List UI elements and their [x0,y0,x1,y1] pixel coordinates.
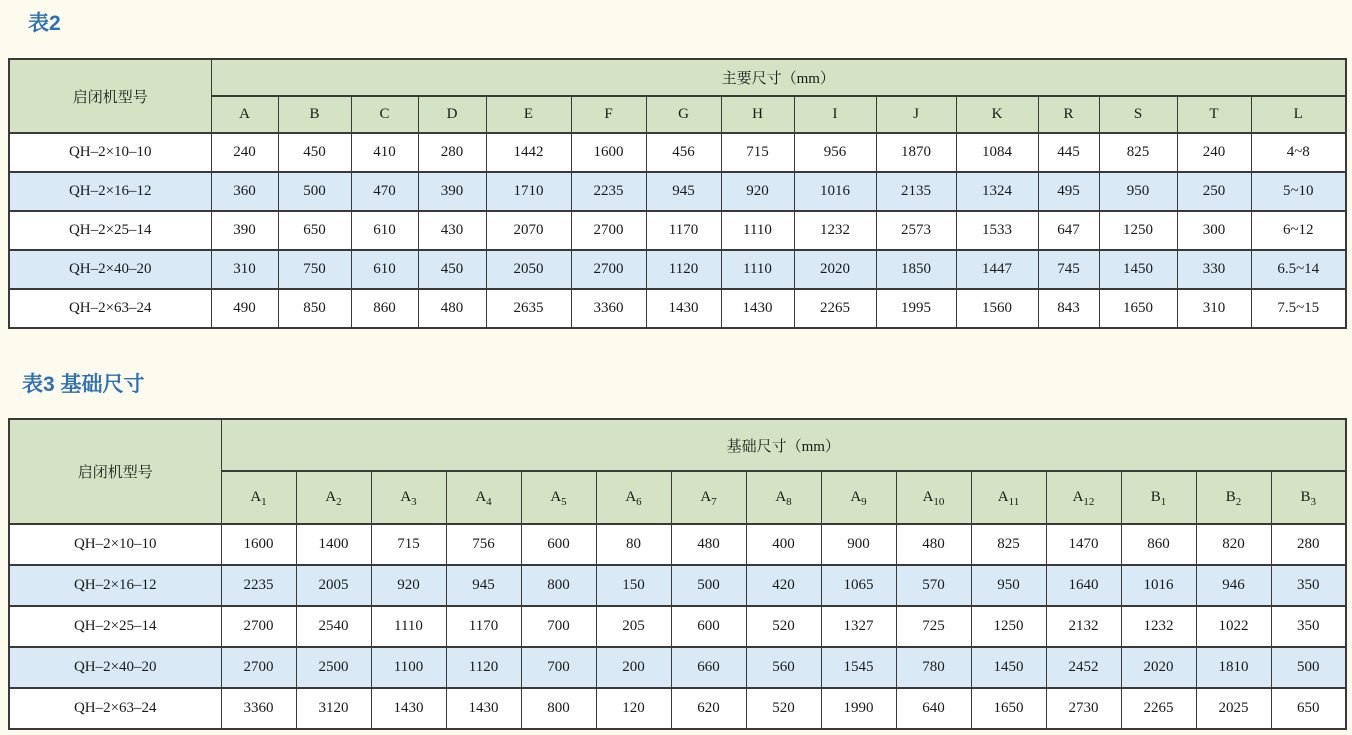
model-cell: QH–2×25–14 [9,606,221,647]
value-cell: 310 [211,250,278,289]
value-cell: 390 [418,172,486,211]
column-header: D [418,96,486,133]
value-cell: 825 [1099,133,1177,172]
value-cell: 650 [278,211,351,250]
value-cell: 700 [521,606,596,647]
value-cell: 725 [896,606,971,647]
value-cell: 250 [1177,172,1251,211]
value-cell: 450 [418,250,486,289]
value-cell: 660 [671,647,746,688]
column-header: F [571,96,646,133]
value-cell: 1442 [486,133,571,172]
value-cell: 2700 [571,250,646,289]
value-cell: 350 [1271,606,1346,647]
value-cell: 1430 [371,688,446,729]
column-header: $A_{11}$ [971,471,1046,524]
column-header: R [1038,96,1099,133]
value-cell: 1710 [486,172,571,211]
column-header: $A_3$ [371,471,446,524]
value-cell: 1850 [876,250,956,289]
value-cell: 756 [446,524,521,565]
value-cell: 360 [211,172,278,211]
table-row [9,250,1346,289]
value-cell: 1650 [1099,289,1177,328]
value-cell: 860 [351,289,418,328]
column-header-subscript: 5 [561,496,567,508]
column-header: $A_4$ [446,471,521,524]
value-cell: 825 [971,524,1046,565]
value-cell: 2135 [876,172,956,211]
value-cell: 1016 [794,172,876,211]
model-cell: QH–2×10–10 [9,524,221,565]
value-cell: 1065 [821,565,896,606]
table3-title: 表3 基础尺寸 [22,373,145,396]
model-cell: QH–2×63–24 [9,688,221,729]
value-cell: 650 [1271,688,1346,729]
value-cell: 1430 [646,289,721,328]
value-cell: 1640 [1046,565,1121,606]
value-cell: 945 [446,565,521,606]
value-cell: 1450 [971,647,1046,688]
value-cell: 745 [1038,250,1099,289]
header-group-row [9,419,1346,471]
group-header: 主要尺寸（mm） [211,59,1346,96]
column-header: J [876,96,956,133]
value-cell: 850 [278,289,351,328]
value-cell: 2070 [486,211,571,250]
column-header: $A_{12}$ [1046,471,1121,524]
value-cell: 280 [1271,524,1346,565]
value-cell: 410 [351,133,418,172]
model-cell: QH–2×40–20 [9,250,211,289]
column-header-subscript: 11 [1008,496,1020,508]
model-cell: QH–2×25–14 [9,211,211,250]
foundation-dimensions-table [8,418,1347,730]
column-header-subscript: 1 [1160,496,1167,508]
table-row [9,133,1346,172]
main-dimensions-table [8,58,1347,329]
column-header: S [1099,96,1177,133]
table-row [9,289,1346,328]
value-cell: 2020 [794,250,876,289]
value-cell: 780 [896,647,971,688]
value-cell: 2700 [221,647,296,688]
main-dimensions-table-body [9,133,1346,328]
value-cell: 950 [971,565,1046,606]
value-cell: 1990 [821,688,896,729]
column-header-subscript: 12 [1083,496,1095,508]
value-cell: 3360 [571,289,646,328]
value-cell: 330 [1177,250,1251,289]
header-group-row [9,59,1346,96]
value-cell: 6~12 [1251,211,1346,250]
value-cell: 2700 [221,606,296,647]
value-cell: 1447 [956,250,1038,289]
table-row [9,606,1346,647]
column-header-subscript: 2 [1235,496,1242,508]
table2-title: 表2 [28,12,61,35]
value-cell: 456 [646,133,721,172]
value-cell: 1170 [446,606,521,647]
value-cell: 1120 [646,250,721,289]
value-cell: 520 [746,688,821,729]
value-cell: 820 [1196,524,1271,565]
value-cell: 7.5~15 [1251,289,1346,328]
value-cell: 600 [521,524,596,565]
value-cell: 2635 [486,289,571,328]
column-header: $A_{10}$ [896,471,971,524]
main-dimensions-table-header [9,59,1346,133]
value-cell: 2265 [794,289,876,328]
value-cell: 1100 [371,647,446,688]
value-cell: 400 [746,524,821,565]
column-header: E [486,96,571,133]
value-cell: 620 [671,688,746,729]
value-cell: 1450 [1099,250,1177,289]
model-cell: QH–2×16–12 [9,172,211,211]
column-header: $B_2$ [1196,471,1271,524]
value-cell: 390 [211,211,278,250]
value-cell: 860 [1121,524,1196,565]
value-cell: 80 [596,524,671,565]
value-cell: 2730 [1046,688,1121,729]
value-cell: 2132 [1046,606,1121,647]
value-cell: 480 [418,289,486,328]
value-cell: 945 [646,172,721,211]
value-cell: 350 [1271,565,1346,606]
value-cell: 500 [278,172,351,211]
corner-header-model: 启闭机型号 [9,419,221,524]
value-cell: 4~8 [1251,133,1346,172]
value-cell: 647 [1038,211,1099,250]
value-cell: 1110 [721,211,794,250]
column-header: $B_3$ [1271,471,1346,524]
value-cell: 946 [1196,565,1271,606]
column-header-subscript: 2 [336,496,342,508]
column-header: H [721,96,794,133]
table-row [9,524,1346,565]
value-cell: 280 [418,133,486,172]
value-cell: 640 [896,688,971,729]
column-header: C [351,96,418,133]
value-cell: 1324 [956,172,1038,211]
value-cell: 520 [746,606,821,647]
value-cell: 1110 [721,250,794,289]
column-header-subscript: 7 [711,496,717,508]
value-cell: 500 [671,565,746,606]
value-cell: 2452 [1046,647,1121,688]
value-cell: 715 [721,133,794,172]
value-cell: 205 [596,606,671,647]
value-cell: 1120 [446,647,521,688]
value-cell: 843 [1038,289,1099,328]
column-header-subscript: 1 [261,496,267,508]
column-header: $A_9$ [821,471,896,524]
value-cell: 900 [821,524,896,565]
table-row [9,647,1346,688]
table-row [9,565,1346,606]
value-cell: 1016 [1121,565,1196,606]
table-row [9,211,1346,250]
value-cell: 800 [521,688,596,729]
value-cell: 480 [896,524,971,565]
column-header: $A_7$ [671,471,746,524]
value-cell: 6.5~14 [1251,250,1346,289]
value-cell: 420 [746,565,821,606]
value-cell: 1022 [1196,606,1271,647]
value-cell: 1430 [721,289,794,328]
value-cell: 2050 [486,250,571,289]
value-cell: 715 [371,524,446,565]
value-cell: 1600 [221,524,296,565]
model-cell: QH–2×40–20 [9,647,221,688]
value-cell: 750 [278,250,351,289]
corner-header-model: 启闭机型号 [9,59,211,133]
value-cell: 1650 [971,688,1046,729]
value-cell: 2005 [296,565,371,606]
value-cell: 1600 [571,133,646,172]
value-cell: 5~10 [1251,172,1346,211]
value-cell: 490 [211,289,278,328]
column-header-subscript: 3 [1310,496,1316,508]
column-header: B [278,96,351,133]
value-cell: 200 [596,647,671,688]
value-cell: 300 [1177,211,1251,250]
model-cell: QH–2×10–10 [9,133,211,172]
value-cell: 700 [521,647,596,688]
value-cell: 600 [671,606,746,647]
value-cell: 445 [1038,133,1099,172]
value-cell: 560 [746,647,821,688]
value-cell: 1084 [956,133,1038,172]
value-cell: 310 [1177,289,1251,328]
value-cell: 480 [671,524,746,565]
value-cell: 430 [418,211,486,250]
value-cell: 450 [278,133,351,172]
value-cell: 570 [896,565,971,606]
value-cell: 240 [1177,133,1251,172]
value-cell: 150 [596,565,671,606]
value-cell: 1995 [876,289,956,328]
value-cell: 3120 [296,688,371,729]
value-cell: 500 [1271,647,1346,688]
column-header: $A_6$ [596,471,671,524]
value-cell: 1560 [956,289,1038,328]
value-cell: 1470 [1046,524,1121,565]
value-cell: 495 [1038,172,1099,211]
value-cell: 2540 [296,606,371,647]
value-cell: 1400 [296,524,371,565]
value-cell: 1170 [646,211,721,250]
value-cell: 1870 [876,133,956,172]
value-cell: 950 [1099,172,1177,211]
column-header: L [1251,96,1346,133]
value-cell: 1250 [971,606,1046,647]
value-cell: 2573 [876,211,956,250]
column-header: G [646,96,721,133]
value-cell: 1327 [821,606,896,647]
group-header: 基础尺寸（mm） [221,419,1346,471]
column-header-subscript: 3 [411,496,417,508]
value-cell: 1810 [1196,647,1271,688]
value-cell: 1545 [821,647,896,688]
value-cell: 2235 [571,172,646,211]
column-header: $A_2$ [296,471,371,524]
value-cell: 2500 [296,647,371,688]
value-cell: 2700 [571,211,646,250]
column-header: $A_1$ [221,471,296,524]
value-cell: 1250 [1099,211,1177,250]
column-header-subscript: 10 [933,496,945,508]
value-cell: 2235 [221,565,296,606]
table-row [9,688,1346,729]
column-header: T [1177,96,1251,133]
foundation-dimensions-table-header [9,419,1346,524]
value-cell: 1232 [1121,606,1196,647]
column-header-subscript: 6 [636,496,642,508]
column-header: $A_8$ [746,471,821,524]
value-cell: 2020 [1121,647,1196,688]
value-cell: 956 [794,133,876,172]
value-cell: 610 [351,250,418,289]
value-cell: 1430 [446,688,521,729]
column-header-subscript: 9 [861,496,867,508]
value-cell: 2265 [1121,688,1196,729]
column-header: $A_5$ [521,471,596,524]
model-cell: QH–2×16–12 [9,565,221,606]
foundation-dimensions-table-body [9,524,1346,729]
value-cell: 920 [721,172,794,211]
value-cell: 2025 [1196,688,1271,729]
value-cell: 470 [351,172,418,211]
value-cell: 610 [351,211,418,250]
column-header: A [211,96,278,133]
value-cell: 1533 [956,211,1038,250]
column-header: K [956,96,1038,133]
value-cell: 800 [521,565,596,606]
column-header: $B_1$ [1121,471,1196,524]
value-cell: 240 [211,133,278,172]
column-header: I [794,96,876,133]
value-cell: 120 [596,688,671,729]
table-row [9,172,1346,211]
value-cell: 1232 [794,211,876,250]
value-cell: 1110 [371,606,446,647]
column-header-subscript: 4 [486,496,492,508]
value-cell: 3360 [221,688,296,729]
column-header-subscript: 8 [786,496,792,508]
value-cell: 920 [371,565,446,606]
model-cell: QH–2×63–24 [9,289,211,328]
